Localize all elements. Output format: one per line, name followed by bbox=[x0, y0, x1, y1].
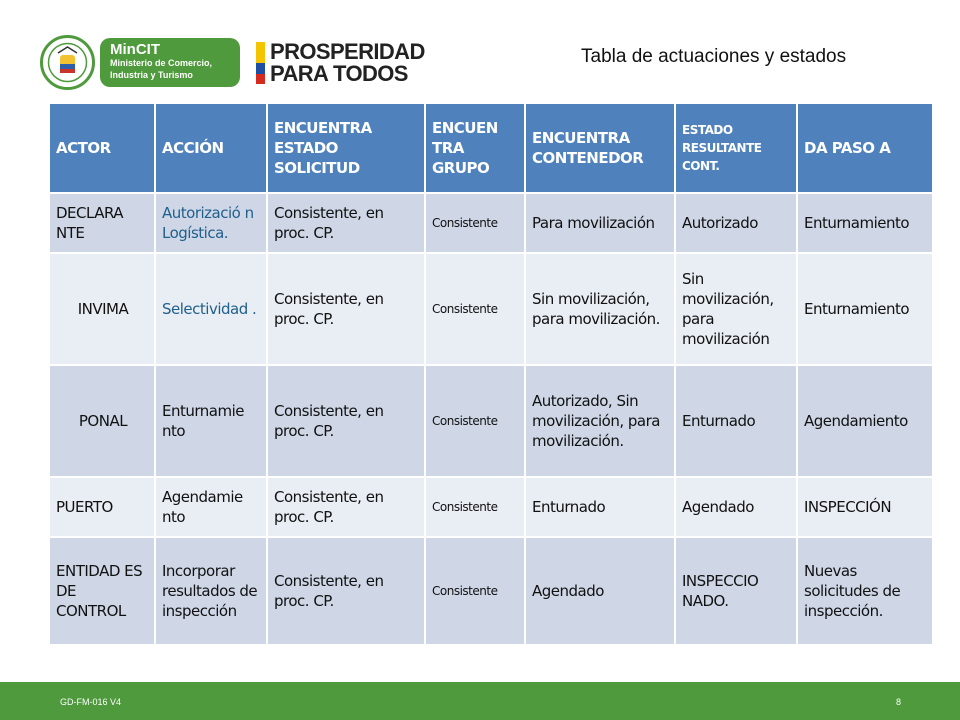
cell-grupo: Consistente bbox=[425, 253, 525, 365]
cell-contenedor: Enturnado bbox=[525, 477, 675, 537]
colombia-flag-icon bbox=[256, 42, 265, 84]
colombia-seal-icon bbox=[40, 35, 95, 90]
table-header-row bbox=[49, 103, 933, 193]
header-accion: ACCIÓN bbox=[155, 103, 267, 193]
mincit-name: MinCIT bbox=[110, 41, 160, 58]
prosperidad-line1: PROSPERIDAD bbox=[270, 39, 425, 64]
cell-estado-resultante: Agendado bbox=[675, 477, 797, 537]
cell-estado-solicitud: Consistente, en proc. CP. bbox=[267, 537, 425, 645]
table-row bbox=[49, 537, 933, 645]
cell-contenedor: Agendado bbox=[525, 537, 675, 645]
document-code: GD-FM-016 V4 bbox=[60, 697, 122, 707]
cell-contenedor: Autorizado, Sin movilización, para movilización. bbox=[525, 365, 675, 477]
cell-contenedor: Sin movilización, para movilización. bbox=[525, 253, 675, 365]
cell-contenedor: Para movilización bbox=[525, 193, 675, 253]
cell-da-paso: Enturnamiento bbox=[797, 193, 933, 253]
cell-actor: INVIMA bbox=[49, 253, 155, 365]
mincit-line2: Ministerio de Comercio, bbox=[110, 58, 213, 68]
table-row bbox=[49, 365, 933, 477]
cell-accion: Enturnamie nto bbox=[155, 365, 267, 477]
cell-grupo: Consistente bbox=[425, 477, 525, 537]
table-row bbox=[49, 253, 933, 365]
cell-actor: DECLARA NTE bbox=[49, 193, 155, 253]
cell-grupo: Consistente bbox=[425, 537, 525, 645]
cell-accion: Incorporar resultados de inspección bbox=[155, 537, 267, 645]
cell-da-paso: INSPECCIÓN bbox=[797, 477, 933, 537]
slide-title: Tabla de actuaciones y estados bbox=[581, 46, 847, 67]
cell-estado-solicitud: Consistente, en proc. CP. bbox=[267, 477, 425, 537]
cell-estado-resultante: Autorizado bbox=[675, 193, 797, 253]
cell-estado-solicitud: Consistente, en proc. CP. bbox=[267, 193, 425, 253]
cell-da-paso: Enturnamiento bbox=[797, 253, 933, 365]
cell-estado-resultante: Sin movilización, para movilización bbox=[675, 253, 797, 365]
header-contenedor: ENCUENTRA CONTENEDOR bbox=[525, 103, 675, 193]
cell-estado-resultante: Enturnado bbox=[675, 365, 797, 477]
header-grupo: ENCUEN TRA GRUPO bbox=[425, 103, 525, 193]
cell-grupo: Consistente bbox=[425, 365, 525, 477]
cell-da-paso: Agendamiento bbox=[797, 365, 933, 477]
cell-accion: Selectividad . bbox=[155, 253, 267, 365]
header-estado-solicitud: ENCUENTRA ESTADO SOLICITUD bbox=[267, 103, 425, 193]
mincit-line3: Industria y Turismo bbox=[110, 70, 193, 80]
table-row bbox=[49, 193, 933, 253]
actions-states-table bbox=[48, 102, 934, 646]
cell-accion: Autorizació n Logística. bbox=[155, 193, 267, 253]
prosperidad-line2: PARA TODOS bbox=[270, 61, 408, 86]
prosperidad-logo bbox=[256, 40, 428, 88]
header-actor: ACTOR bbox=[49, 103, 155, 193]
cell-estado-resultante: INSPECCIO NADO. bbox=[675, 537, 797, 645]
mincit-logo bbox=[40, 35, 242, 90]
page-number: 8 bbox=[896, 697, 902, 707]
cell-actor: ENTIDAD ES DE CONTROL bbox=[49, 537, 155, 645]
cell-estado-solicitud: Consistente, en proc. CP. bbox=[267, 365, 425, 477]
cell-actor: PONAL bbox=[49, 365, 155, 477]
mincit-brand-box bbox=[100, 38, 240, 87]
cell-estado-solicitud: Consistente, en proc. CP. bbox=[267, 253, 425, 365]
footer-bar bbox=[0, 682, 960, 720]
cell-actor: PUERTO bbox=[49, 477, 155, 537]
cell-da-paso: Nuevas solicitudes de inspección. bbox=[797, 537, 933, 645]
header-da-paso: DA PASO A bbox=[797, 103, 933, 193]
table-row bbox=[49, 477, 933, 537]
header-estado-resultante: ESTADO RESULTANTE CONT. bbox=[675, 103, 797, 193]
cell-grupo: Consistente bbox=[425, 193, 525, 253]
cell-accion: Agendamie nto bbox=[155, 477, 267, 537]
